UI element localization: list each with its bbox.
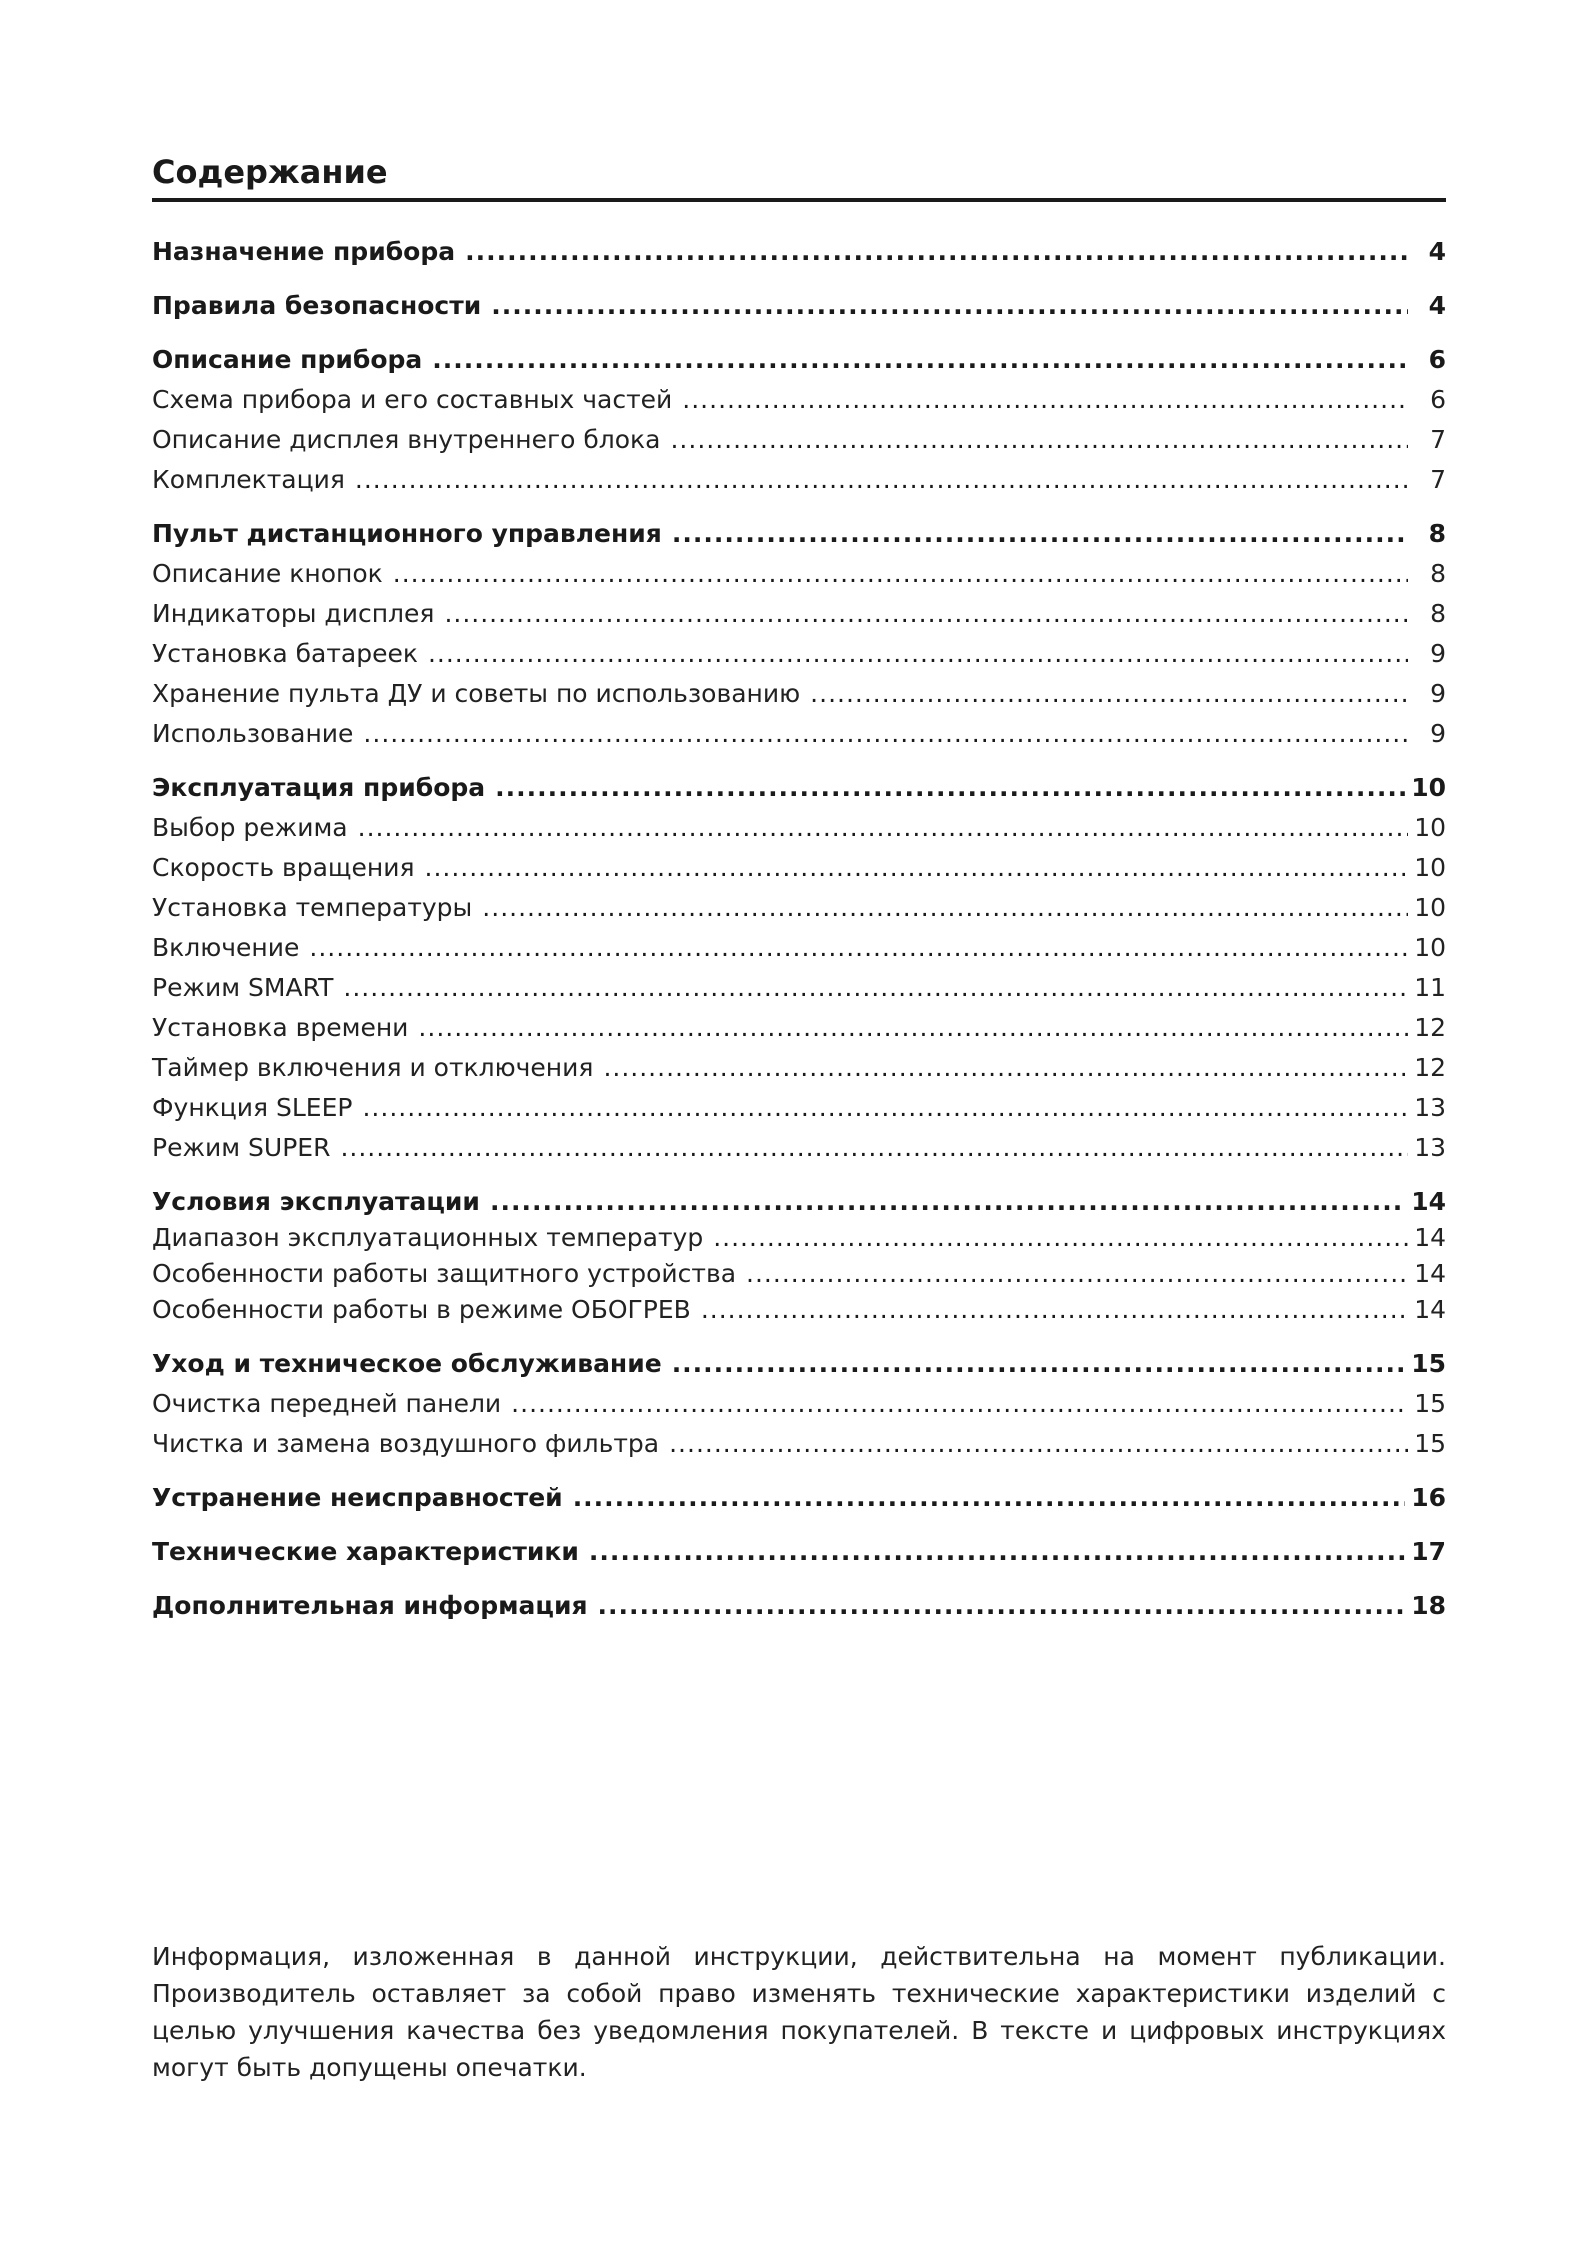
toc-page-number: 17 — [1411, 1537, 1446, 1566]
toc-dot-leader — [343, 968, 1408, 1008]
toc-page-number: 8 — [1428, 519, 1446, 548]
toc-dot-leader — [444, 594, 1408, 634]
toc-dot-leader — [425, 848, 1409, 888]
toc-subsection-entry[interactable] — [152, 1384, 1446, 1424]
toc-section-entry[interactable] — [152, 1532, 1446, 1572]
toc-page-number: 8 — [1430, 599, 1446, 628]
toc-entry-title: Правила безопасности — [152, 291, 482, 320]
toc-dot-leader — [573, 1478, 1406, 1518]
toc-page-number: 15 — [1414, 1429, 1446, 1458]
toc-dot-leader — [428, 634, 1408, 674]
toc-dot-leader — [511, 1384, 1408, 1424]
toc-dot-leader — [670, 420, 1408, 460]
toc-dot-leader — [358, 808, 1408, 848]
toc-subsection-entry[interactable] — [152, 968, 1446, 1008]
toc-dot-leader — [713, 1218, 1408, 1258]
toc-subsection-entry[interactable] — [152, 1218, 1446, 1258]
toc-entry-title: Режим SUPER — [152, 1133, 331, 1162]
toc-entry-title: Хранение пульта ДУ и советы по использованию — [152, 679, 801, 708]
toc-page-number: 4 — [1428, 291, 1446, 320]
toc-page-number: 9 — [1430, 719, 1446, 748]
toc-dot-leader — [393, 554, 1408, 594]
toc-entry-title: Назначение прибора — [152, 237, 456, 266]
toc-page-number: 7 — [1430, 425, 1446, 454]
toc-page-number: 14 — [1414, 1223, 1446, 1252]
toc-dot-leader — [465, 232, 1408, 272]
toc-subsection-entry[interactable] — [152, 1128, 1446, 1168]
title-divider — [152, 198, 1446, 202]
toc-page-number: 9 — [1430, 679, 1446, 708]
toc-dot-leader — [589, 1532, 1405, 1572]
toc-page-number: 15 — [1411, 1349, 1446, 1378]
toc-subsection-entry[interactable] — [152, 1048, 1446, 1088]
toc-page-number: 10 — [1414, 853, 1446, 882]
toc-dot-leader — [491, 286, 1408, 326]
toc-subsection-entry[interactable] — [152, 594, 1446, 634]
toc-page-number: 10 — [1414, 813, 1446, 842]
toc-entry-title: Дополнительная информация — [152, 1591, 588, 1620]
toc-entry-title: Эксплуатация прибора — [152, 773, 486, 802]
toc-page-number: 16 — [1411, 1483, 1446, 1512]
toc-dot-leader — [669, 1424, 1408, 1464]
toc-dot-leader — [746, 1254, 1408, 1294]
toc-page-number: 14 — [1414, 1295, 1446, 1324]
toc-entry-title: Использование — [152, 719, 354, 748]
toc-page-number: 10 — [1411, 773, 1446, 802]
toc-page-number: 11 — [1414, 973, 1446, 1002]
toc-page-number: 13 — [1414, 1133, 1446, 1162]
toc-entry-title: Схема прибора и его составных частей — [152, 385, 673, 414]
toc-entry-title: Особенности работы защитного устройства — [152, 1259, 737, 1288]
toc-dot-leader — [340, 1128, 1408, 1168]
toc-subsection-entry[interactable] — [152, 808, 1446, 848]
toc-page-number: 10 — [1414, 933, 1446, 962]
page-title: Содержание — [152, 153, 388, 191]
toc-dot-leader — [682, 380, 1408, 420]
toc-entry-title: Диапазон эксплуатационных температур — [152, 1223, 704, 1252]
toc-subsection-entry[interactable] — [152, 554, 1446, 594]
toc-dot-leader — [495, 768, 1405, 808]
toc-dot-leader — [362, 1088, 1408, 1128]
toc-entry-title: Установка батареек — [152, 639, 418, 668]
toc-subsection-entry[interactable] — [152, 928, 1446, 968]
toc-page-number: 6 — [1428, 345, 1446, 374]
toc-entry-title: Очистка передней панели — [152, 1389, 502, 1418]
toc-page-number: 4 — [1428, 237, 1446, 266]
toc-subsection-entry[interactable] — [152, 888, 1446, 928]
toc-page-number: 13 — [1414, 1093, 1446, 1122]
toc-entry-title: Комплектация — [152, 465, 345, 494]
toc-entry-title: Режим SMART — [152, 973, 334, 1002]
toc-subsection-entry[interactable] — [152, 674, 1446, 714]
toc-entry-title: Пульт дистанционного управления — [152, 519, 662, 548]
toc-page-number: 9 — [1430, 639, 1446, 668]
toc-section-entry[interactable] — [152, 768, 1446, 808]
toc-entry-title: Таймер включения и отключения — [152, 1053, 594, 1082]
toc-dot-leader — [309, 928, 1408, 968]
toc-page-number: 12 — [1414, 1013, 1446, 1042]
toc-dot-leader — [810, 674, 1408, 714]
toc-entry-title: Особенности работы в режиме ОБОГРЕВ — [152, 1295, 691, 1324]
toc-subsection-entry[interactable] — [152, 1424, 1446, 1464]
toc-dot-leader — [490, 1182, 1405, 1222]
toc-page-number: 7 — [1430, 465, 1446, 494]
toc-entry-title: Включение — [152, 933, 300, 962]
toc-subsection-entry[interactable] — [152, 460, 1446, 500]
toc-entry-title: Чистка и замена воздушного фильтра — [152, 1429, 660, 1458]
toc-page-number: 10 — [1414, 893, 1446, 922]
toc-entry-title: Условия эксплуатации — [152, 1187, 480, 1216]
toc-entry-title: Функция SLEEP — [152, 1093, 353, 1122]
toc-entry-title: Технические характеристики — [152, 1537, 579, 1566]
toc-entry-title: Уход и техническое обслуживание — [152, 1349, 662, 1378]
toc-subsection-entry[interactable] — [152, 1008, 1446, 1048]
toc-entry-title: Индикаторы дисплея — [152, 599, 435, 628]
toc-dot-leader — [701, 1290, 1408, 1330]
toc-dot-leader — [363, 714, 1408, 754]
toc-entry-title: Установка температуры — [152, 893, 473, 922]
toc-entry-title: Описание прибора — [152, 345, 423, 374]
toc-page-number: 6 — [1430, 385, 1446, 414]
toc-page-number: 12 — [1414, 1053, 1446, 1082]
toc-section-entry[interactable] — [152, 286, 1446, 326]
toc-section-entry[interactable] — [152, 340, 1446, 380]
toc-section-entry[interactable] — [152, 514, 1446, 554]
toc-section-entry[interactable] — [152, 1586, 1446, 1626]
toc-page-number: 14 — [1414, 1259, 1446, 1288]
toc-dot-leader — [432, 340, 1408, 380]
toc-subsection-entry[interactable] — [152, 1254, 1446, 1294]
toc-entry-title: Описание дисплея внутреннего блока — [152, 425, 661, 454]
toc-entry-title: Установка времени — [152, 1013, 409, 1042]
toc-section-entry[interactable] — [152, 1478, 1446, 1518]
toc-subsection-entry[interactable] — [152, 848, 1446, 888]
toc-dot-leader — [603, 1048, 1408, 1088]
toc-subsection-entry[interactable] — [152, 1088, 1446, 1128]
toc-dot-leader — [355, 460, 1408, 500]
toc-dot-leader — [418, 1008, 1408, 1048]
toc-page-number: 8 — [1430, 559, 1446, 588]
toc-page-number: 14 — [1411, 1187, 1446, 1216]
toc-entry-title: Скорость вращения — [152, 853, 415, 882]
toc-subsection-entry[interactable] — [152, 714, 1446, 754]
toc-subsection-entry[interactable] — [152, 380, 1446, 420]
toc-dot-leader — [672, 514, 1408, 554]
toc-section-entry[interactable] — [152, 1344, 1446, 1384]
toc-dot-leader — [598, 1586, 1406, 1626]
toc-page-number: 18 — [1411, 1591, 1446, 1620]
toc-subsection-entry[interactable] — [152, 420, 1446, 460]
disclaimer-text: Информация, изложенная в данной инструкции, действительна на момент публикации. Производитель оставляет за собой право изменять технические характеристики изделий с целью улучшения качества без уведомления покупателей. В тексте и цифровых инструкциях могут быть допущены опечатки. — [152, 1942, 1446, 2082]
toc-subsection-entry[interactable] — [152, 634, 1446, 674]
toc-entry-title: Выбор режима — [152, 813, 348, 842]
toc-dot-leader — [672, 1344, 1406, 1384]
toc-section-entry[interactable] — [152, 1182, 1446, 1222]
toc-subsection-entry[interactable] — [152, 1290, 1446, 1330]
toc-page-number: 15 — [1414, 1389, 1446, 1418]
toc-section-entry[interactable] — [152, 232, 1446, 272]
toc-dot-leader — [482, 888, 1408, 928]
toc-entry-title: Устранение неисправностей — [152, 1483, 563, 1512]
toc-entry-title: Описание кнопок — [152, 559, 383, 588]
